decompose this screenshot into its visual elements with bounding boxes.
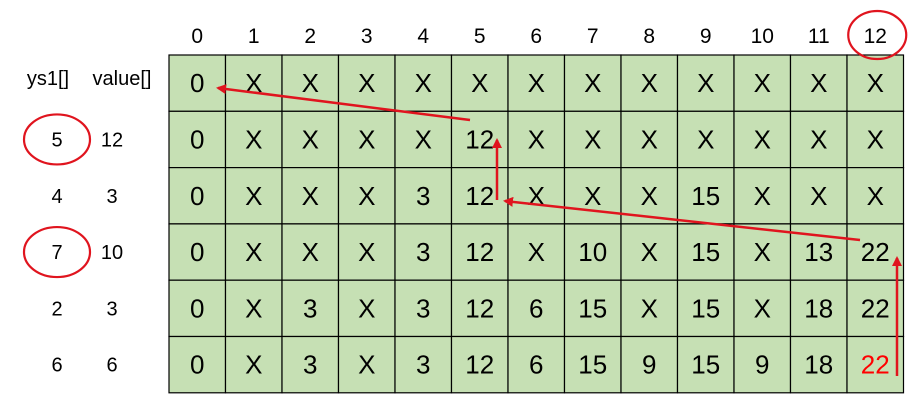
column-header: 12 — [863, 25, 887, 48]
cell-value: 3 — [303, 293, 318, 324]
column-header: 6 — [530, 25, 543, 48]
cell-value: 12 — [465, 349, 495, 380]
ys1-header: ys1[] — [26, 68, 70, 90]
column-header: 1 — [247, 25, 260, 48]
cell-value: X — [471, 68, 489, 99]
cell-value: X — [527, 124, 545, 155]
column-header: 4 — [417, 25, 430, 48]
ys1-value: 2 — [51, 298, 63, 321]
cell-value: X — [584, 180, 602, 211]
cell-value: 15 — [578, 293, 608, 324]
left-headers — [27, 68, 152, 90]
item-list — [51, 129, 123, 376]
cell-value: 10 — [578, 237, 608, 268]
column-header: 8 — [643, 25, 656, 48]
ys1-value: 5 — [51, 129, 63, 152]
cell-value: X — [358, 349, 376, 380]
cell-value: X — [301, 68, 319, 99]
cell-value: X — [810, 180, 828, 211]
column-headers — [191, 25, 887, 48]
cell-value: 18 — [804, 293, 834, 324]
cell-value: 15 — [691, 349, 721, 380]
column-header: 3 — [360, 25, 373, 48]
value-entry: 10 — [100, 242, 124, 265]
cell-value: X — [245, 349, 263, 380]
cell-value: 22 — [860, 237, 890, 268]
cell-value: 0 — [190, 124, 205, 155]
cell-value: X — [527, 180, 545, 211]
cell-value: 0 — [190, 293, 205, 324]
cell-value: X — [414, 68, 432, 99]
cell-value: X — [358, 124, 376, 155]
value-entry: 3 — [106, 298, 118, 321]
cell-value: 15 — [691, 180, 721, 211]
column-header: 0 — [191, 25, 204, 48]
cell-value: X — [697, 68, 715, 99]
cell-value: X — [866, 124, 884, 155]
column-header: 7 — [586, 25, 599, 48]
cell-value: 6 — [529, 293, 544, 324]
cell-value: X — [753, 124, 771, 155]
cell-value: X — [245, 68, 263, 99]
value-header: value[] — [92, 68, 152, 90]
cell-value: 12 — [465, 293, 495, 324]
cell-value: 3 — [416, 349, 431, 380]
cell-value: X — [527, 237, 545, 268]
cell-value: 6 — [529, 349, 544, 380]
cell-value: 22 — [860, 293, 890, 324]
column-header: 2 — [304, 25, 317, 48]
cell-value: X — [584, 68, 602, 99]
ys1-value: 6 — [51, 354, 63, 377]
cell-value: X — [697, 124, 715, 155]
ys1-value: 7 — [51, 242, 63, 265]
cell-value: X — [301, 124, 319, 155]
value-entry: 12 — [100, 129, 124, 152]
cell-value: X — [527, 68, 545, 99]
cell-value: X — [358, 180, 376, 211]
cell-value: 15 — [578, 349, 608, 380]
cell-value: X — [640, 124, 658, 155]
cell-value: 15 — [691, 293, 721, 324]
cell-value: X — [810, 124, 828, 155]
cell-value: X — [245, 180, 263, 211]
dp-grid — [169, 55, 904, 393]
cell-value: X — [301, 180, 319, 211]
cell-value: X — [753, 237, 771, 268]
cell-value: 12 — [465, 237, 495, 268]
cell-value: 3 — [416, 293, 431, 324]
cell-value: 0 — [190, 180, 205, 211]
cell-value: X — [640, 293, 658, 324]
column-header: 11 — [807, 25, 830, 48]
cell-value: X — [584, 124, 602, 155]
cell-value: 3 — [416, 180, 431, 211]
cell-value: X — [358, 293, 376, 324]
cell-value: X — [414, 124, 432, 155]
cell-value: X — [358, 237, 376, 268]
cell-value: 3 — [416, 237, 431, 268]
cell-value: 15 — [691, 237, 721, 268]
highlighted-cell-value: 22 — [860, 349, 890, 380]
value-entry: 3 — [106, 185, 118, 208]
column-header: 10 — [750, 25, 774, 48]
column-header: 5 — [473, 25, 486, 48]
cell-value: 12 — [465, 180, 495, 211]
cell-value: X — [866, 68, 884, 99]
cell-value: X — [640, 180, 658, 211]
cell-value: X — [245, 293, 263, 324]
cell-value: 0 — [190, 349, 205, 380]
cell-value: X — [245, 124, 263, 155]
cell-value: X — [245, 237, 263, 268]
cell-value: X — [753, 180, 771, 211]
cell-value: X — [640, 68, 658, 99]
cell-value: X — [358, 68, 376, 99]
cell-value: X — [640, 237, 658, 268]
cell-value: X — [810, 68, 828, 99]
value-entry: 6 — [106, 354, 118, 377]
cell-value: 9 — [755, 349, 770, 380]
cell-value: X — [753, 68, 771, 99]
cell-value: 13 — [804, 237, 834, 268]
cell-value: X — [866, 180, 884, 211]
ys1-value: 4 — [51, 185, 63, 208]
cell-value: 9 — [642, 349, 657, 380]
cell-value: 3 — [303, 349, 318, 380]
column-header: 9 — [699, 25, 712, 48]
cell-value: X — [301, 237, 319, 268]
cell-value: 18 — [804, 349, 834, 380]
cell-value: 0 — [190, 68, 205, 99]
cell-value: X — [753, 293, 771, 324]
cell-value: 12 — [465, 124, 495, 155]
cell-value: 0 — [190, 237, 205, 268]
